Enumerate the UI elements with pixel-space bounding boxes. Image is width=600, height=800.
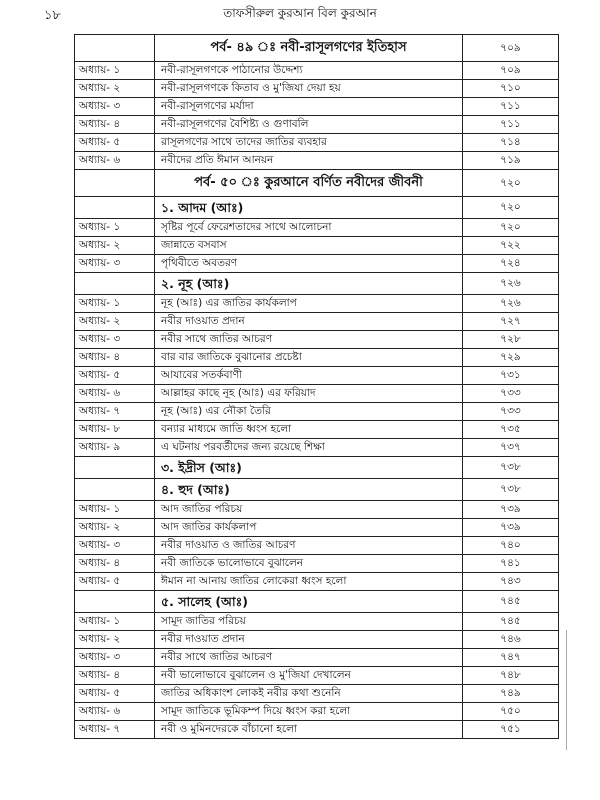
chapter-label (75, 197, 155, 219)
entry-title: নবীর সাথে জাতির আচরণ (155, 649, 463, 667)
entry-title: আল্লাহর কাছে নূহ (আঃ) এর ফরিয়াদ (155, 385, 463, 403)
page-reference: ৭২০ (463, 219, 559, 237)
chapter-row (75, 721, 559, 739)
entry-title: জান্নাতে বসবাস (155, 237, 463, 255)
page-reference: ৭৩৮ (463, 479, 559, 501)
chapter-label: অধ্যায়- ২ (75, 313, 155, 331)
chapter-row (75, 349, 559, 367)
entry-title: নবীর দাওয়াত ও জাতির আচরণ (155, 537, 463, 555)
entry-title: বার বার জাতিকে বুঝানোর প্রচেষ্টা (155, 349, 463, 367)
page-reference: ৭৪৭ (463, 649, 559, 667)
page-reference: ৭২৭ (463, 313, 559, 331)
chapter-row (75, 255, 559, 273)
entry-title: নবী ও মুমিনদেরকে বাঁচানো হলো (155, 721, 463, 739)
prophet-heading-row (75, 197, 559, 219)
page-reference: ৭৪১ (463, 555, 559, 573)
entry-title: ৫. সালেহ (আঃ) (155, 591, 463, 613)
entry-title: আদ জাতির পরিচয় (155, 501, 463, 519)
chapter-row (75, 331, 559, 349)
chapter-label: অধ্যায়- ৫ (75, 573, 155, 591)
part-heading-row (75, 170, 559, 197)
entry-title: জাতির অধিকাংশ লোকই নবীর কথা শুনেনি (155, 685, 463, 703)
chapter-row (75, 313, 559, 331)
chapter-row (75, 385, 559, 403)
entry-title: নবীর সাথে জাতির আচরণ (155, 331, 463, 349)
chapter-row (75, 219, 559, 237)
chapter-label (75, 170, 155, 197)
page-reference: ৭৩৯ (463, 501, 559, 519)
page-reference: ৭৩৯ (463, 519, 559, 537)
entry-title: পর্ব- ৫০ ঃ কুরআনে বর্ণিত নবীদের জীবনী (155, 170, 463, 197)
chapter-label (75, 273, 155, 295)
entry-title: নূহ (আঃ) এর নৌকা তৈরি (155, 403, 463, 421)
page-reference: ৭৪৮ (463, 667, 559, 685)
chapter-row (75, 367, 559, 385)
page-number: ১৮ (44, 8, 61, 23)
chapter-row (75, 80, 559, 98)
chapter-label: অধ্যায়- ১ (75, 501, 155, 519)
chapter-label: অধ্যায়- ৭ (75, 721, 155, 739)
entry-title: ৩. ইদ্রীস (আঃ) (155, 457, 463, 479)
page-reference: ৭৪৯ (463, 685, 559, 703)
page-reference: ৭১৪ (463, 134, 559, 152)
chapter-row (75, 537, 559, 555)
chapter-row (75, 98, 559, 116)
page-reference: ৭২৪ (463, 255, 559, 273)
chapter-row (75, 501, 559, 519)
running-header: তাফসীরুল কুরআন বিল কুরআন (223, 6, 377, 20)
page-reference: ৭৪৬ (463, 631, 559, 649)
prophet-heading-row (75, 273, 559, 295)
chapter-label: অধ্যায়- ৫ (75, 685, 155, 703)
chapter-row (75, 667, 559, 685)
page-reference: ৭২৮ (463, 331, 559, 349)
chapter-label: অধ্যায়- ১ (75, 219, 155, 237)
entry-title: ১. আদম (আঃ) (155, 197, 463, 219)
entry-title: নবী-রাসূলগণকে কিতাব ও মু'জিযা দেয়া হয় (155, 80, 463, 98)
entry-title: নূহ (আঃ) এর জাতির কার্যকলাপ (155, 295, 463, 313)
entry-title: ঈমান না আনায় জাতির লোকেরা ধ্বংস হলো (155, 573, 463, 591)
page-reference: ৭৫১ (463, 721, 559, 739)
chapter-label: অধ্যায়- ৬ (75, 152, 155, 170)
chapter-label (75, 591, 155, 613)
page-reference: ৭৩৭ (463, 439, 559, 457)
entry-title: ৪. হুদ (আঃ) (155, 479, 463, 501)
entry-title: নবী-রাসূলগণের বৈশিষ্ট্য ও গুণাবলি (155, 116, 463, 134)
page-reference: ৭৪০ (463, 537, 559, 555)
entry-title: নবীদের প্রতি ঈমান আনয়ন (155, 152, 463, 170)
chapter-label (75, 479, 155, 501)
chapter-row (75, 439, 559, 457)
page-reference: ৭২০ (463, 197, 559, 219)
chapter-label: অধ্যায়- ২ (75, 519, 155, 537)
chapter-label: অধ্যায়- ৬ (75, 703, 155, 721)
page-reference: ৭০৯ (463, 35, 559, 62)
page-reference: ৭২৯ (463, 349, 559, 367)
entry-title: আদ জাতির কার্যকলাপ (155, 519, 463, 537)
chapter-row (75, 613, 559, 631)
page-reference: ৭২৬ (463, 273, 559, 295)
entry-title: এ ঘটনায় পরবর্তীদের জন্য রয়েছে শিক্ষা (155, 439, 463, 457)
entry-title: পৃথিবীতে অবতরণ (155, 255, 463, 273)
table-of-contents (74, 34, 559, 739)
chapter-row (75, 403, 559, 421)
chapter-row (75, 134, 559, 152)
entry-title: রাসূলগণের সাথে তাদের জাতির ব্যবহার (155, 134, 463, 152)
entry-title: নবী ভালোভাবে বুঝালেন ও মু'জিযা দেখালেন (155, 667, 463, 685)
entry-title: নবী জাতিকে ভালোভাবে বুঝালেন (155, 555, 463, 573)
page-reference: ৭২০ (463, 170, 559, 197)
chapter-label: অধ্যায়- ৩ (75, 649, 155, 667)
entry-title: নবীর দাওয়াত প্রদান (155, 631, 463, 649)
chapter-label: অধ্যায়- ৩ (75, 537, 155, 555)
chapter-row (75, 519, 559, 537)
page-reference: ৭৫০ (463, 703, 559, 721)
chapter-label: অধ্যায়- ৪ (75, 116, 155, 134)
chapter-label: অধ্যায়- ৪ (75, 555, 155, 573)
chapter-label: অধ্যায়- ২ (75, 80, 155, 98)
page-reference: ৭০৯ (463, 62, 559, 80)
chapter-row (75, 152, 559, 170)
page-reference: ৭৪৫ (463, 591, 559, 613)
chapter-row (75, 573, 559, 591)
chapter-row (75, 685, 559, 703)
page-reference: ৭৩৫ (463, 421, 559, 439)
chapter-label: অধ্যায়- ৩ (75, 331, 155, 349)
entry-title: ২. নূহ (আঃ) (155, 273, 463, 295)
chapter-label: অধ্যায়- ৯ (75, 439, 155, 457)
chapter-label: অধ্যায়- ৬ (75, 385, 155, 403)
page-reference: ৭২৬ (463, 295, 559, 313)
page-reference: ৭১০ (463, 80, 559, 98)
entry-title: নবী-রাসূলগণকে পাঠানোর উদ্দেশ্য (155, 62, 463, 80)
entry-title: সৃষ্টির পূর্বে ফেরেশতাদের সাথে আলোচনা (155, 219, 463, 237)
page-reference: ৭১৯ (463, 152, 559, 170)
page-reference: ৭৩১ (463, 367, 559, 385)
page-reference: ৭৪৩ (463, 573, 559, 591)
entry-title: পর্ব- ৪৯ ঃ নবী-রাসূলগণের ইতিহাস (155, 35, 463, 62)
chapter-label: অধ্যায়- ১ (75, 613, 155, 631)
prophet-heading-row (75, 479, 559, 501)
entry-title: আযাবের সতর্কবাণী (155, 367, 463, 385)
chapter-label: অধ্যায়- ৭ (75, 403, 155, 421)
page-reference: ৭৪৫ (463, 613, 559, 631)
page-reference: ৭৩৩ (463, 385, 559, 403)
page-reference: ৭১১ (463, 98, 559, 116)
entry-title: সামূদ জাতিকে ভূমিকম্প দিয়ে ধ্বংস করা হলো (155, 703, 463, 721)
chapter-row (75, 295, 559, 313)
toc-body (75, 35, 559, 739)
page-reference: ৭৩৮ (463, 457, 559, 479)
chapter-label: অধ্যায়- ৮ (75, 421, 155, 439)
page-reference: ৭১১ (463, 116, 559, 134)
chapter-label: অধ্যায়- ২ (75, 237, 155, 255)
entry-title: বন্যার মাধ্যমে জাতি ধ্বংস হলো (155, 421, 463, 439)
chapter-label: অধ্যায়- ৪ (75, 667, 155, 685)
chapter-row (75, 631, 559, 649)
margin-handwriting (566, 630, 583, 750)
chapter-label (75, 35, 155, 62)
entry-title: নবী-রাসূলগণের মর্যাদা (155, 98, 463, 116)
chapter-row (75, 116, 559, 134)
chapter-label: অধ্যায়- ৪ (75, 349, 155, 367)
page-reference: ৭২২ (463, 237, 559, 255)
chapter-label: অধ্যায়- ৫ (75, 367, 155, 385)
page-reference: ৭৩৩ (463, 403, 559, 421)
entry-title: সামূদ জাতির পরিচয় (155, 613, 463, 631)
chapter-row (75, 421, 559, 439)
chapter-row (75, 649, 559, 667)
chapter-label: অধ্যায়- ২ (75, 631, 155, 649)
chapter-label (75, 457, 155, 479)
entry-title: নবীর দাওয়াত প্রদান (155, 313, 463, 331)
chapter-row (75, 237, 559, 255)
chapter-label: অধ্যায়- ৫ (75, 134, 155, 152)
chapter-label: অধ্যায়- ১ (75, 295, 155, 313)
chapter-row (75, 703, 559, 721)
part-heading-row (75, 35, 559, 62)
chapter-row (75, 62, 559, 80)
chapter-label: অধ্যায়- ১ (75, 62, 155, 80)
chapter-label: অধ্যায়- ৩ (75, 98, 155, 116)
chapter-label: অধ্যায়- ৩ (75, 255, 155, 273)
prophet-heading-row (75, 457, 559, 479)
chapter-row (75, 555, 559, 573)
prophet-heading-row (75, 591, 559, 613)
